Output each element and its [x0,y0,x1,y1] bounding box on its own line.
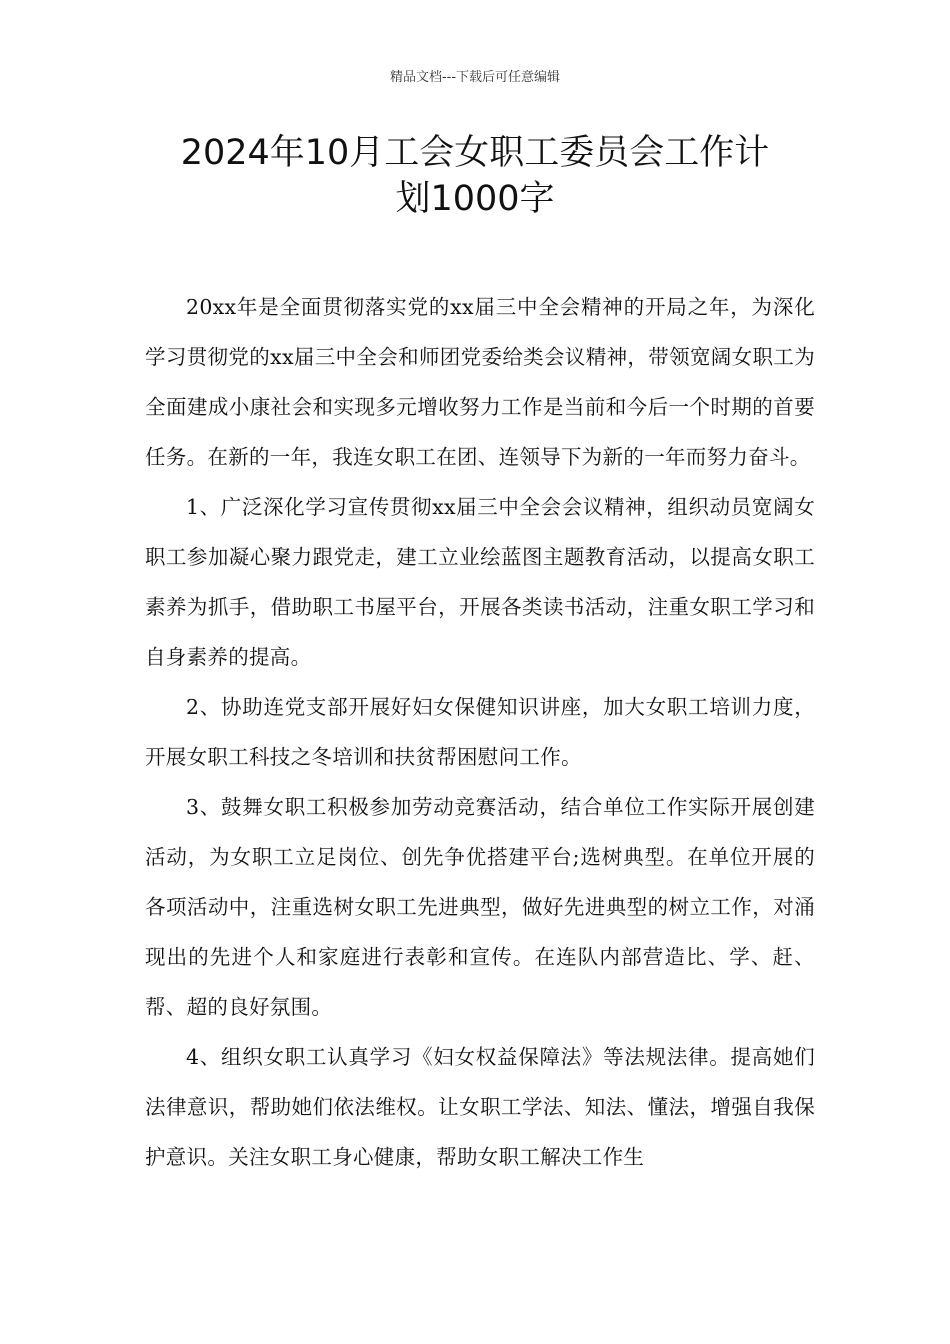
paragraph-item-4: 4、组织女职工认真学习《妇女权益保障法》等法规法律。提高她们法律意识，帮助她们依法维权。让女职工学法、知法、懂法，增强自我保护意识。关注女职工身心健康，帮助女职工解决工作生 [145,1045,815,1169]
document-title [0,130,950,222]
document-body [145,282,815,1182]
paragraph-intro: 20xx年是全面贯彻落实党的xx届三中全会精神的开局之年，为深化学习贯彻党的xx届三中全会和师团党委给类会议精神，带领宽阔女职工为全面建成小康社会和实现多元增收努力工作是当前和今后一个时期的首要任务。在新的一年，我连女职工在团、连领导下为新的一年而努力奋斗。 [145,295,815,469]
paragraph-item-3: 3、鼓舞女职工积极参加劳动竞赛活动，结合单位工作实际开展创建活动，为女职工立足岗位、创先争优搭建平台;选树典型。在单位开展的各项活动中，注重选树女职工先进典型，做好先进典型的树立工作，对涌现出的先进个人和家庭进行表彰和宣传。在连队内部营造比、学、赶、帮、超的良好氛围。 [145,795,815,1019]
title-line-2: 划1000字 [395,179,555,219]
paragraph-item-1: 1、广泛深化学习宣传贯彻xx届三中全会会议精神，组织动员宽阔女职工参加凝心聚力跟党走，建工立业绘蓝图主题教育活动，以提高女职工素养为抓手，借助职工书屋平台，开展各类读书活动，注重女职工学习和自身素养的提高。 [145,495,815,669]
title-line-1: 2024年10月工会女职工委员会工作计 [180,133,770,173]
paragraph-item-2: 2、协助连党支部开展好妇女保健知识讲座，加大女职工培训力度，开展女职工科技之冬培训和扶贫帮困慰问工作。 [145,695,815,769]
header-note: 精品文档---下载后可任意编辑 [389,70,561,85]
